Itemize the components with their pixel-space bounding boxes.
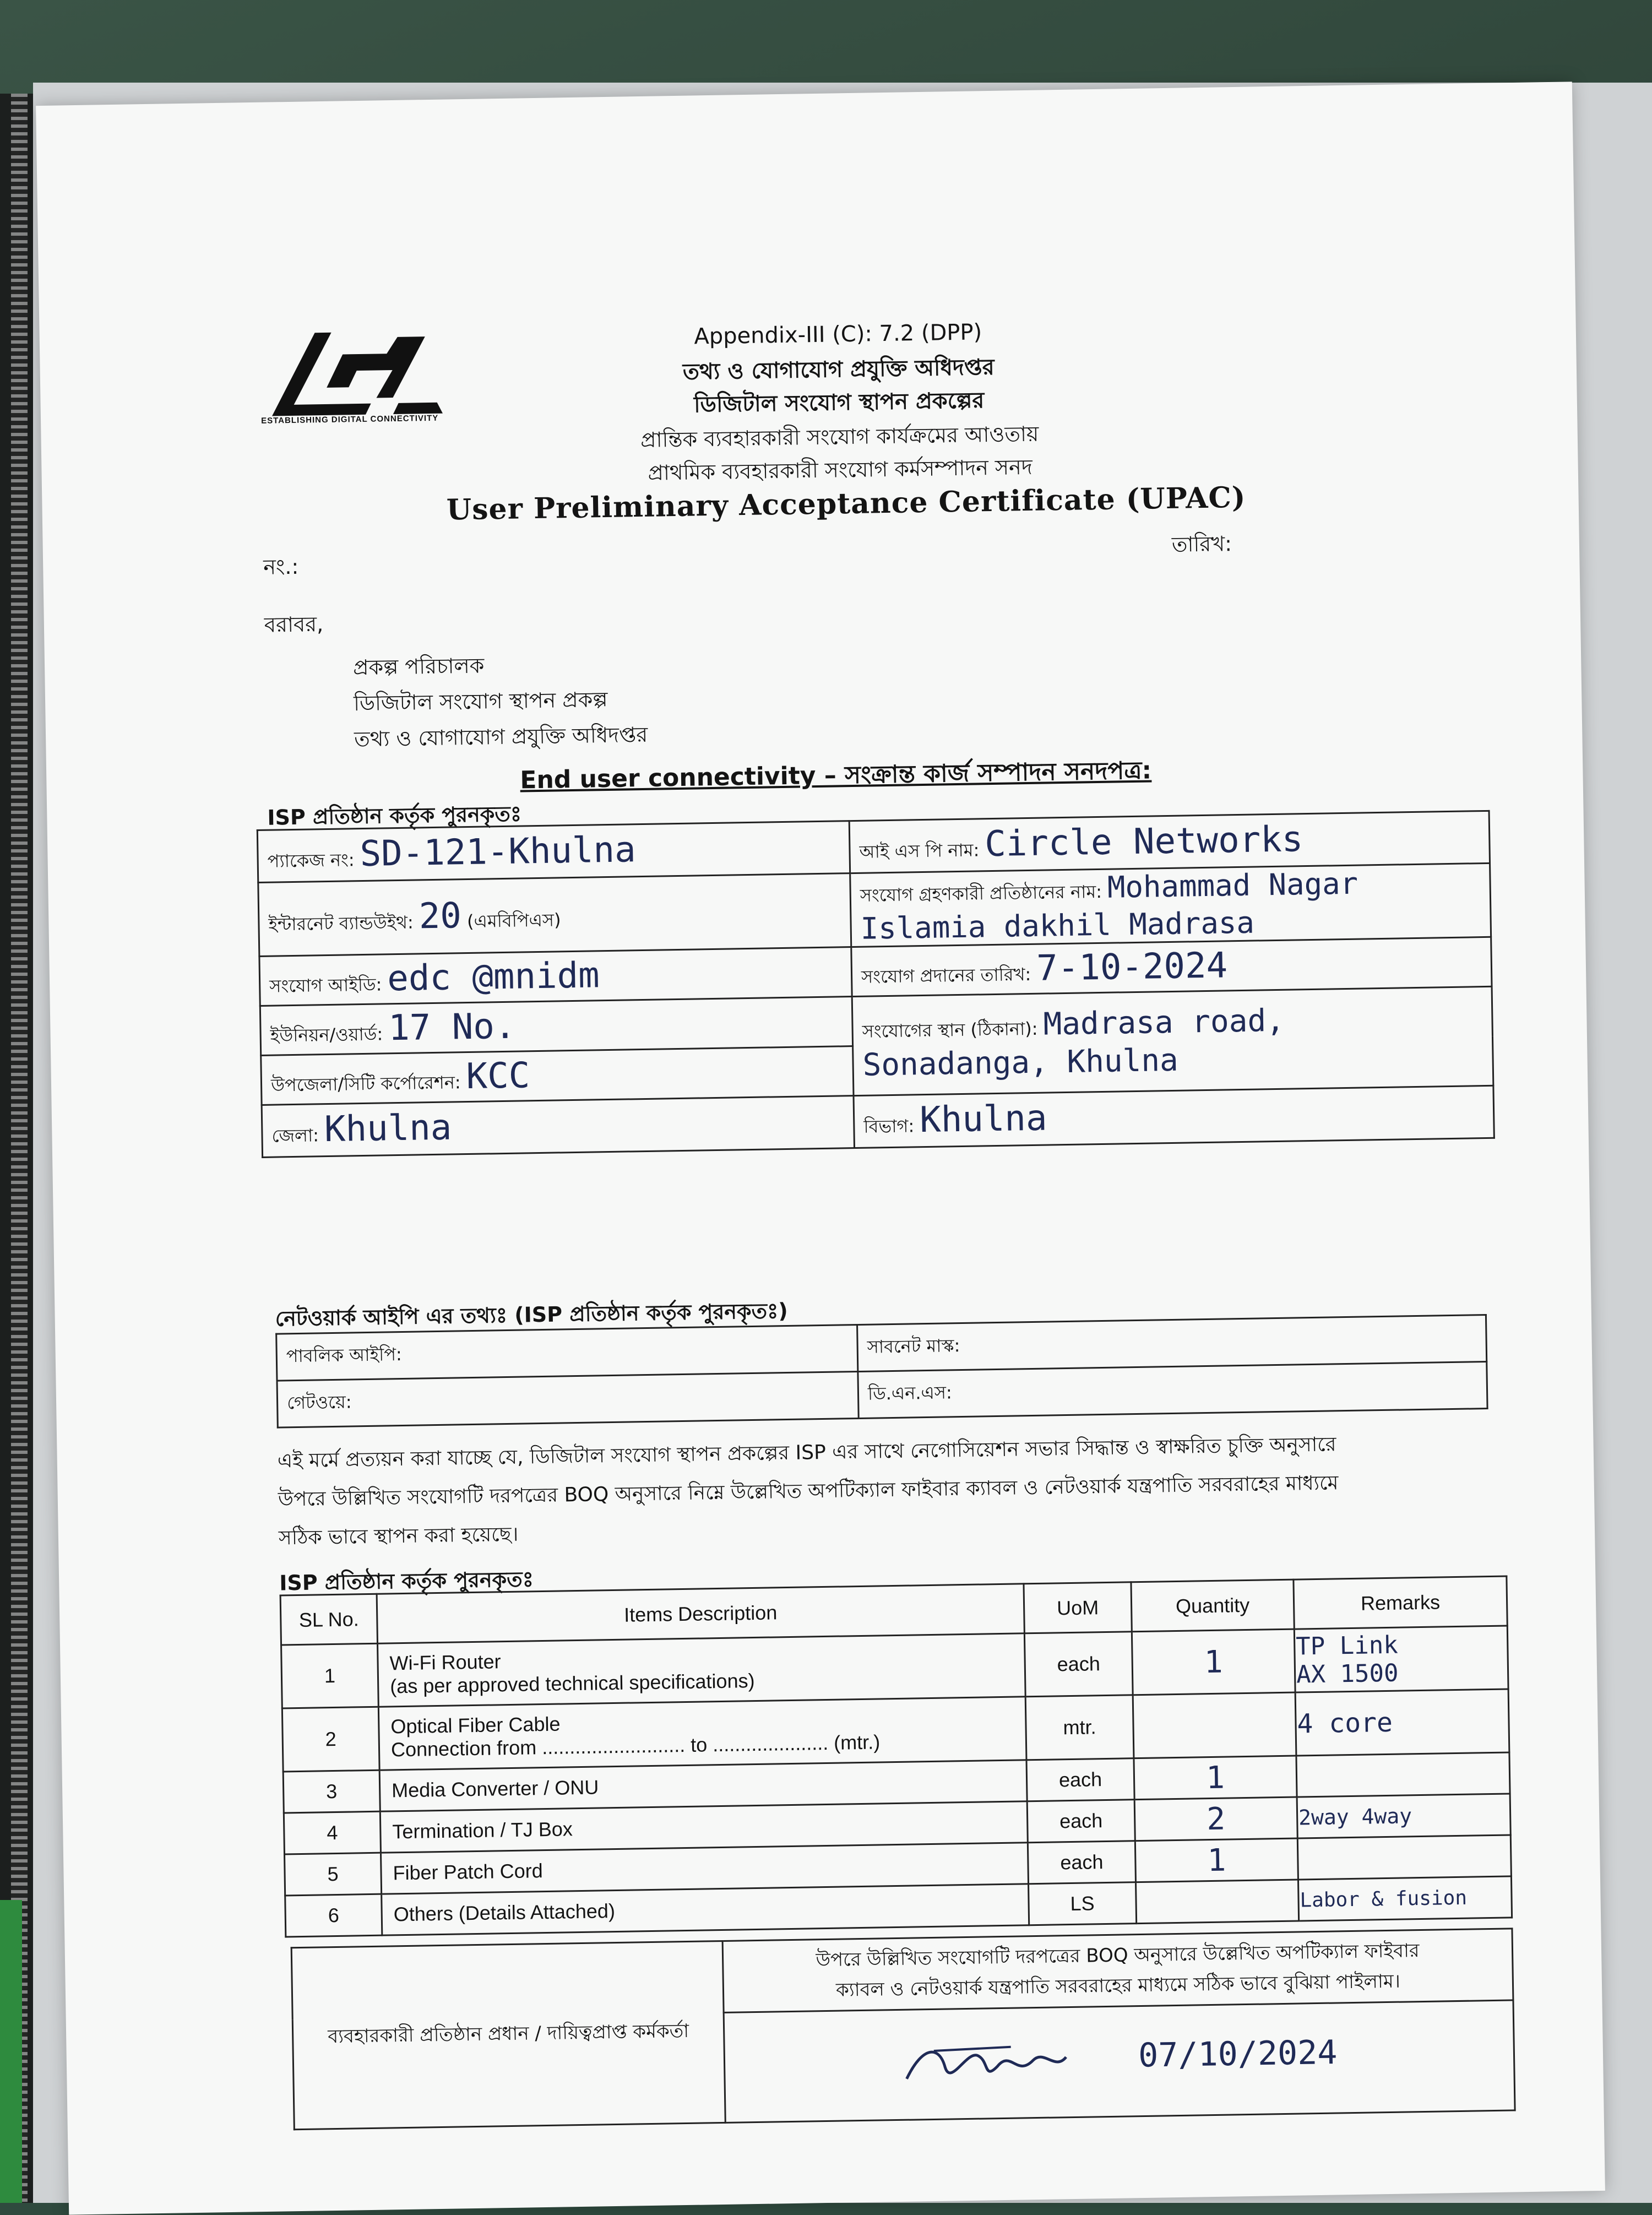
bandwidth-cell: ইন্টারনেট ব্যান্ডউইথ: 20 (এমবিপিএস) — [258, 873, 851, 957]
document-page — [36, 82, 1605, 2214]
subnet-cell: সাবনেট মাস্ক: — [857, 1315, 1487, 1372]
organization-cell: সংযোগ গ্রহণকারী প্রতিষ্ঠানের নাম: Mohammad Nagar Islamia dakhil Madrasa — [850, 863, 1491, 947]
appendix-label: Appendix-III (C): 7.2 (DPP) — [694, 319, 982, 350]
address-line-1: প্রকল্প পরিচালক — [352, 653, 485, 680]
reference-no-label: নং.: — [263, 554, 299, 579]
declaration-line-2: উপরে উল্লিখিত সংযোগটি দরপত্রের BOQ অনুসারে নিম্নে উল্লেখিত অপটিক্যাল ফাইবার ক্যাবল ও নেটওয়ার্ক যন্ত্রপাতি সরবরাহের মাধ্যমে — [278, 1472, 1339, 1511]
package-cell: প্যাকেজ নং: SD-121-Khulna — [257, 821, 850, 883]
header-uom: UoM — [1024, 1582, 1132, 1633]
table-row: 2 Optical Fiber Cable Connection from .......................... to ..................... (mtr.) mtr. 4 core — [282, 1689, 1509, 1772]
district-cell: জেলা: Khulna — [262, 1096, 854, 1158]
dns-cell: ডি.এন.এস: — [858, 1362, 1487, 1419]
union-value: 17 No. — [388, 1006, 516, 1049]
address-line-2: ডিজিটাল সংযোগ স্থাপন প্রকল্প — [353, 687, 608, 716]
table-row: 4 Termination / TJ Box each 2 2way 4way — [284, 1794, 1510, 1854]
page-title: User Preliminary Acceptance Certificate (UPAC) — [446, 480, 1246, 527]
department-name: তথ্য ও যোগাযোগ প্রযুক্তি অধিদপ্তর — [682, 354, 995, 385]
division-cell: বিভাগ: Khulna — [854, 1085, 1494, 1148]
header-description: Items Description — [377, 1584, 1024, 1643]
union-cell: ইউনিয়ন/ওয়ার্ড: 17 No. — [260, 997, 852, 1056]
isp-value: Circle Networks — [984, 819, 1303, 865]
project-name: ডিজিটাল সংযোগ স্থাপন প্রকল্পের — [693, 388, 985, 418]
isp-fill-label: ISP প্রতিষ্ঠান কর্তৃক পুরনকৃতঃ — [267, 801, 522, 830]
connection-id-cell: সংযোগ আইডি: edc @mnidm — [259, 947, 852, 1006]
connection-info-table — [257, 810, 1495, 1158]
location-cell: সংযোগের স্থান (ঠিকানা): Madrasa road, Sonadanga, Khulna — [852, 986, 1493, 1095]
signature-date: 07/10/2024 — [1138, 2033, 1338, 2075]
network-ip-table — [275, 1314, 1488, 1429]
bandwidth-value: 20 — [419, 895, 462, 937]
handwritten-signature-icon — [901, 2031, 1133, 2095]
header-remarks: Remarks — [1294, 1576, 1507, 1629]
green-folder-edge — [0, 1900, 22, 2203]
connection-id-value: edc @mnidm — [387, 954, 600, 999]
items-table — [280, 1576, 1513, 1938]
address-line-3: তথ্য ও যোগাযোগ প্রযুক্তি অধিদপ্তর — [354, 722, 648, 752]
header-quantity: Quantity — [1131, 1579, 1294, 1632]
upazila-value: KCC — [466, 1055, 530, 1097]
public-ip-cell: পাবলিক আইপি: — [276, 1324, 858, 1381]
district-value: Khulna — [324, 1107, 452, 1150]
signature-table — [291, 1928, 1516, 2130]
table-row: 6 Others (Details Attached) LS Labor & fusion — [285, 1876, 1512, 1937]
network-section-title: নেটওয়ার্ক আইপি এর তথ্যঃ (ISP প্রতিষ্ঠান কর্তৃক পুরনকৃতঃ) — [275, 1298, 789, 1331]
table-row: 5 Fiber Patch Cord each 1 — [285, 1835, 1512, 1896]
organization-value-2: Islamia dakhil Madrasa — [860, 905, 1255, 946]
section-title: End user connectivity – সংক্রান্ত কার্জ সম্পাদন সনদপত্র: — [520, 756, 1152, 795]
declaration-line-1: এই মর্মে প্রত্যয়ন করা যাচ্ছে যে, ডিজিটাল সংযোগ স্থাপন প্রকল্পের ISP এর সাথে নেগোসিয়েশন সভার সিদ্ধান্ত ও স্বাক্ষরিত চুক্তি অনুসারে — [277, 1433, 1336, 1473]
signature-cell — [724, 2000, 1515, 2122]
package-value: SD-121-Khulna — [360, 829, 637, 875]
binder-rings — [11, 94, 28, 2203]
header-sl: SL No. — [280, 1594, 377, 1645]
gateway-cell: গেটওয়ে: — [277, 1371, 858, 1427]
date-label: তারিখ: — [1171, 531, 1232, 557]
location-value-1: Madrasa road, — [1043, 1002, 1285, 1043]
declaration-line-3: সঠিক ভাবে স্থাপন করা হয়েছে। — [278, 1523, 519, 1550]
address-to: বরাবর, — [264, 612, 324, 637]
connection-date-cell: সংযোগ প্রদানের তারিখ: 7-10-2024 — [851, 937, 1492, 996]
logo-subtitle: ESTABLISHING DIGITAL CONNECTIVITY — [260, 413, 439, 426]
acceptance-note: উপরে উল্লিখিত সংযোগটি দরপত্রের BOQ অনুসারে উল্লেখিত অপটিক্যাল ফাইবার ক্যাবল ও নেটওয়ার্ক যন্ত্রপাতি সরবরাহের মাধ্যমে সঠিক ভাবে বুঝিয়া পাইলাম। — [722, 1929, 1513, 2013]
isp-cell: আই এস পি নাম: Circle Networks — [849, 811, 1490, 873]
organization-value-1: Mohammad Nagar — [1107, 866, 1358, 905]
signatory-role: ব্যবহারকারী প্রতিষ্ঠান প্রধান / দায়িত্বপ্রাপ্ত কর্মকর্তা — [291, 1941, 725, 2129]
isp-fill-label-2: ISP প্রতিষ্ঠান কর্তৃক পুরনকৃতঃ — [279, 1567, 534, 1595]
location-value-2: Sonadanga, Khulna — [862, 1042, 1179, 1083]
program-line: প্রান্তিক ব্যবহারকারী সংযোগ কার্যক্রমের আওতায় — [640, 421, 1039, 452]
table-row: 1 Wi-Fi Router (as per approved technical specifications) each 1 TP Link AX 1500 — [281, 1626, 1509, 1708]
upazila-cell: উপজেলা/সিটি কর্পোরেশন: KCC — [261, 1046, 854, 1105]
table-row: 3 Media Converter / ONU each 1 — [283, 1752, 1510, 1813]
connection-date-value: 7-10-2024 — [1036, 944, 1228, 989]
certificate-bn: প্রাথমিক ব্যবহারকারী সংযোগ কর্মসম্পাদন সনদ — [648, 454, 1033, 485]
division-value: Khulna — [919, 1098, 1047, 1141]
